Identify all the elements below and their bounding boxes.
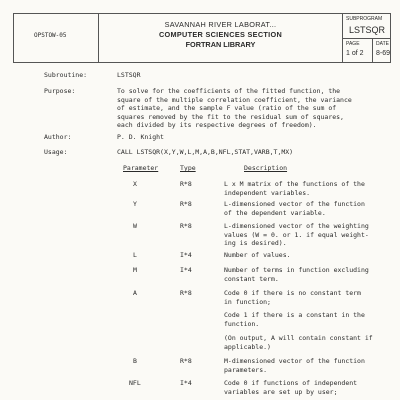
param-type: R*8	[180, 357, 192, 365]
subprogram-value: LSTSQR	[349, 25, 386, 35]
page-label: PAGE	[346, 41, 360, 47]
param-name: L	[133, 251, 137, 259]
page-cell	[343, 39, 373, 62]
subprogram-info	[343, 14, 390, 62]
param-name: X	[133, 180, 137, 188]
param-type: R*8	[180, 222, 192, 230]
param-desc: values (W = 0. or 1. if equal weight-	[224, 230, 369, 239]
param-desc: Number of values.	[224, 251, 291, 259]
col-header-type: Type	[180, 164, 196, 172]
param-desc: Code 0 if there is no constant term	[224, 289, 361, 297]
param-desc: constant term.	[224, 274, 279, 283]
param-desc: independent variables.	[224, 188, 311, 197]
page-value: 1 of 2	[346, 50, 364, 57]
purpose-label: Purpose:	[44, 87, 76, 95]
subprogram-cell	[343, 14, 390, 39]
param-name: M	[133, 266, 137, 274]
date-cell	[373, 39, 390, 62]
param-desc: M-dimensioned vector of the function	[224, 357, 365, 365]
param-type: R*8	[180, 200, 192, 208]
param-type: R*8	[180, 180, 192, 188]
subroutine-value: LSTSQR	[117, 71, 141, 79]
param-desc: Code 0 if functions of independent	[224, 379, 358, 387]
param-desc: Code 1 if there is a constant in the	[224, 311, 365, 319]
param-type: R*8	[180, 289, 192, 297]
param-desc: L x M matrix of the functions of the	[224, 180, 365, 188]
doc-id: OPSTOW-05	[34, 32, 67, 39]
param-name: B	[133, 357, 137, 365]
param-type: I*4	[180, 266, 192, 274]
param-type: I*4	[180, 379, 192, 387]
param-name: NFL	[129, 379, 141, 387]
purpose-line: squares removed by the fit to the residual sum of squares,	[117, 112, 344, 121]
param-desc: applicable.)	[224, 342, 271, 351]
date-value: 8-69	[376, 50, 391, 57]
date-label: DATE	[376, 41, 389, 47]
param-desc: L-dimensioned vector of the function	[224, 200, 365, 208]
param-desc: ing is desired).	[224, 239, 287, 247]
usage-label: Usage:	[44, 148, 68, 156]
section-name: COMPUTER SCIENCES SECTION	[158, 30, 283, 39]
param-name: Y	[133, 200, 137, 208]
author-label: Author:	[44, 133, 72, 141]
org-title-cell	[99, 14, 343, 62]
param-desc: of the dependent variable.	[224, 208, 326, 217]
param-desc: in function;	[224, 297, 271, 306]
purpose-line: To solve for the coefficients of the fitted function, the	[117, 87, 341, 95]
doc-id-cell	[14, 14, 99, 62]
param-desc: function.	[224, 319, 260, 328]
subroutine-label: Subroutine:	[44, 71, 88, 79]
param-desc: L-dimensioned vector of the weighting	[224, 222, 369, 230]
usage-call: CALL LSTSQR(X,Y,W,L,M,A,B,NFL,STAT,VARB,T,MX)	[117, 148, 294, 156]
purpose-line: each divided by its respective degrees of freedom).	[117, 121, 317, 129]
header-box	[13, 13, 391, 63]
param-type: I*4	[180, 251, 192, 259]
col-header-parameter: Parameter	[123, 164, 159, 172]
param-name: A	[133, 289, 137, 297]
param-name: W	[133, 222, 137, 230]
purpose-line: square of the multiple correlation coefficient, the variance	[117, 95, 352, 104]
col-header-description: Description	[244, 164, 288, 172]
param-desc: parameters.	[224, 365, 268, 374]
purpose-line: of estimate, and the sample F value (ratio of the sum of	[117, 104, 337, 112]
subprogram-label: SUBPROGRAM	[346, 16, 383, 22]
org-name: SAVANNAH RIVER LABORAT...	[164, 20, 277, 29]
param-desc: (On output, A will contain constant if	[224, 334, 373, 342]
author-value: P. D. Knight	[117, 133, 164, 141]
param-desc: variables are set up by user;	[224, 387, 338, 396]
param-desc: Number of terms in function excluding	[224, 266, 369, 274]
library-name: FORTRAN LIBRARY	[185, 40, 256, 49]
